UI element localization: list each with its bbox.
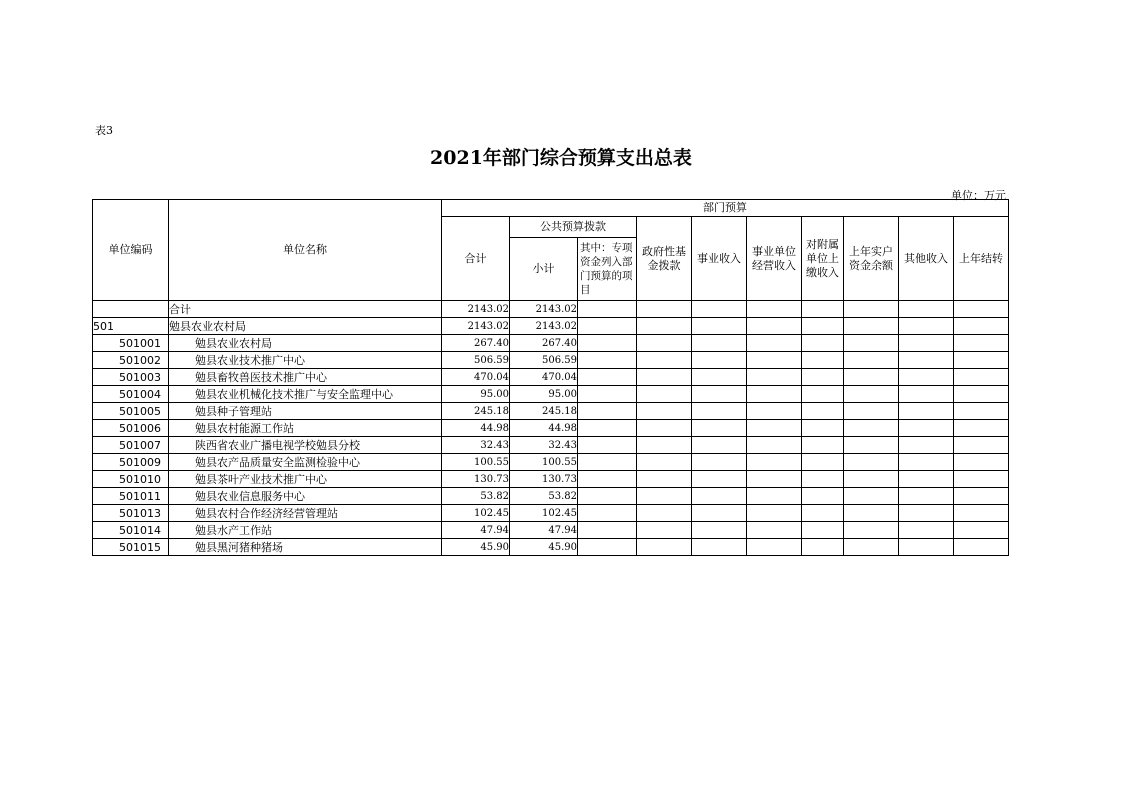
cell-other-income — [899, 386, 954, 403]
cell-name: 勉县农业信息服务中心 — [169, 488, 442, 505]
cell-affiliated-income — [802, 352, 844, 369]
cell-operating-income — [747, 318, 802, 335]
cell-prev-balance — [844, 301, 899, 318]
cell-total: 45.90 — [442, 539, 510, 556]
table-row — [93, 318, 1009, 335]
cell-carryover — [954, 335, 1009, 352]
cell-prev-balance — [844, 471, 899, 488]
cell-operating-income — [747, 369, 802, 386]
cell-carryover — [954, 437, 1009, 454]
cell-subtotal: 506.59 — [510, 352, 578, 369]
cell-other-income — [899, 471, 954, 488]
cell-career-income — [692, 437, 747, 454]
cell-special — [578, 403, 637, 420]
cell-prev-balance — [844, 505, 899, 522]
cell-subtotal: 2143.02 — [510, 318, 578, 335]
cell-name: 勉县农业机械化技术推广与安全监理中心 — [169, 386, 442, 403]
cell-gov-fund — [637, 318, 692, 335]
cell-other-income — [899, 369, 954, 386]
cell-operating-income — [747, 539, 802, 556]
cell-total: 2143.02 — [442, 318, 510, 335]
table-row — [93, 301, 1009, 318]
cell-gov-fund — [637, 352, 692, 369]
cell-special — [578, 505, 637, 522]
cell-subtotal: 130.73 — [510, 471, 578, 488]
cell-gov-fund — [637, 488, 692, 505]
header-special: 其中：专项资金列入部门预算的项目 — [578, 238, 637, 301]
cell-code: 501014 — [93, 522, 169, 539]
cell-total: 245.18 — [442, 403, 510, 420]
cell-career-income — [692, 539, 747, 556]
cell-career-income — [692, 471, 747, 488]
cell-affiliated-income — [802, 335, 844, 352]
header-career-income: 事业收入 — [692, 217, 747, 301]
cell-operating-income — [747, 522, 802, 539]
cell-operating-income — [747, 403, 802, 420]
cell-affiliated-income — [802, 403, 844, 420]
cell-prev-balance — [844, 352, 899, 369]
header-public-budget: 公共预算拨款 — [510, 217, 637, 238]
table-row — [93, 539, 1009, 556]
cell-code: 501009 — [93, 454, 169, 471]
header-other-income: 其他收入 — [899, 217, 954, 301]
table-row — [93, 522, 1009, 539]
cell-affiliated-income — [802, 369, 844, 386]
cell-career-income — [692, 420, 747, 437]
cell-affiliated-income — [802, 301, 844, 318]
cell-code: 501003 — [93, 369, 169, 386]
header-dept-budget: 部门预算 — [442, 200, 1009, 217]
cell-other-income — [899, 454, 954, 471]
cell-operating-income — [747, 437, 802, 454]
cell-subtotal: 47.94 — [510, 522, 578, 539]
cell-prev-balance — [844, 335, 899, 352]
cell-prev-balance — [844, 539, 899, 556]
cell-total: 130.73 — [442, 471, 510, 488]
cell-total: 2143.02 — [442, 301, 510, 318]
cell-operating-income — [747, 386, 802, 403]
cell-subtotal: 32.43 — [510, 437, 578, 454]
cell-affiliated-income — [802, 318, 844, 335]
cell-carryover — [954, 301, 1009, 318]
cell-total: 102.45 — [442, 505, 510, 522]
cell-carryover — [954, 471, 1009, 488]
table-row — [93, 437, 1009, 454]
cell-gov-fund — [637, 437, 692, 454]
table-row — [93, 488, 1009, 505]
cell-special — [578, 488, 637, 505]
cell-special — [578, 454, 637, 471]
cell-other-income — [899, 539, 954, 556]
cell-other-income — [899, 301, 954, 318]
cell-affiliated-income — [802, 437, 844, 454]
cell-prev-balance — [844, 386, 899, 403]
cell-special — [578, 539, 637, 556]
cell-carryover — [954, 539, 1009, 556]
cell-subtotal: 100.55 — [510, 454, 578, 471]
header-gov-fund: 政府性基金拨款 — [637, 217, 692, 301]
cell-total: 47.94 — [442, 522, 510, 539]
cell-special — [578, 318, 637, 335]
cell-carryover — [954, 386, 1009, 403]
cell-name: 勉县农产品质量安全监测检验中心 — [169, 454, 442, 471]
cell-prev-balance — [844, 454, 899, 471]
table-row — [93, 403, 1009, 420]
cell-name: 勉县畜牧兽医技术推广中心 — [169, 369, 442, 386]
cell-special — [578, 522, 637, 539]
cell-affiliated-income — [802, 522, 844, 539]
cell-career-income — [692, 335, 747, 352]
cell-code: 501011 — [93, 488, 169, 505]
table-row — [93, 369, 1009, 386]
cell-code: 501001 — [93, 335, 169, 352]
cell-carryover — [954, 420, 1009, 437]
cell-name: 勉县农业技术推广中心 — [169, 352, 442, 369]
cell-affiliated-income — [802, 386, 844, 403]
cell-career-income — [692, 369, 747, 386]
cell-prev-balance — [844, 403, 899, 420]
cell-code: 501015 — [93, 539, 169, 556]
cell-gov-fund — [637, 454, 692, 471]
cell-career-income — [692, 505, 747, 522]
cell-code: 501013 — [93, 505, 169, 522]
cell-career-income — [692, 403, 747, 420]
cell-subtotal: 245.18 — [510, 403, 578, 420]
table-number: 表3 — [95, 124, 113, 137]
cell-name: 陕西省农业广播电视学校勉县分校 — [169, 437, 442, 454]
cell-subtotal: 102.45 — [510, 505, 578, 522]
cell-other-income — [899, 352, 954, 369]
cell-operating-income — [747, 454, 802, 471]
cell-code: 501005 — [93, 403, 169, 420]
cell-code: 501004 — [93, 386, 169, 403]
table-row — [93, 454, 1009, 471]
header-affiliated-income: 对附属单位上缴收入 — [802, 217, 844, 301]
cell-name: 勉县水产工作站 — [169, 522, 442, 539]
cell-name: 勉县农村合作经济经营管理站 — [169, 505, 442, 522]
cell-operating-income — [747, 301, 802, 318]
cell-total: 267.40 — [442, 335, 510, 352]
cell-subtotal: 470.04 — [510, 369, 578, 386]
cell-operating-income — [747, 335, 802, 352]
cell-total: 32.43 — [442, 437, 510, 454]
cell-affiliated-income — [802, 505, 844, 522]
cell-career-income — [692, 488, 747, 505]
cell-gov-fund — [637, 522, 692, 539]
cell-subtotal: 95.00 — [510, 386, 578, 403]
cell-special — [578, 471, 637, 488]
cell-special — [578, 369, 637, 386]
cell-carryover — [954, 403, 1009, 420]
cell-total: 95.00 — [442, 386, 510, 403]
cell-affiliated-income — [802, 454, 844, 471]
cell-other-income — [899, 437, 954, 454]
cell-prev-balance — [844, 420, 899, 437]
cell-other-income — [899, 403, 954, 420]
header-operating-income: 事业单位经营收入 — [747, 217, 802, 301]
cell-gov-fund — [637, 386, 692, 403]
cell-prev-balance — [844, 369, 899, 386]
cell-total: 44.98 — [442, 420, 510, 437]
cell-career-income — [692, 352, 747, 369]
cell-affiliated-income — [802, 420, 844, 437]
cell-other-income — [899, 420, 954, 437]
cell-special — [578, 301, 637, 318]
cell-special — [578, 386, 637, 403]
cell-total: 470.04 — [442, 369, 510, 386]
cell-subtotal: 2143.02 — [510, 301, 578, 318]
cell-career-income — [692, 454, 747, 471]
cell-subtotal: 267.40 — [510, 335, 578, 352]
cell-subtotal: 53.82 — [510, 488, 578, 505]
cell-prev-balance — [844, 488, 899, 505]
table-row — [93, 505, 1009, 522]
cell-code: 501002 — [93, 352, 169, 369]
cell-carryover — [954, 522, 1009, 539]
cell-special — [578, 335, 637, 352]
cell-special — [578, 352, 637, 369]
cell-gov-fund — [637, 335, 692, 352]
cell-operating-income — [747, 488, 802, 505]
cell-career-income — [692, 386, 747, 403]
cell-name: 勉县农村能源工作站 — [169, 420, 442, 437]
table-row — [93, 420, 1009, 437]
table-row — [93, 335, 1009, 352]
cell-name: 勉县农业农村局 — [169, 318, 442, 335]
cell-gov-fund — [637, 369, 692, 386]
cell-other-income — [899, 488, 954, 505]
cell-code — [93, 301, 169, 318]
cell-name: 勉县农业农村局 — [169, 335, 442, 352]
cell-gov-fund — [637, 403, 692, 420]
cell-affiliated-income — [802, 539, 844, 556]
header-prev-balance: 上年实户资金余额 — [844, 217, 899, 301]
cell-gov-fund — [637, 505, 692, 522]
cell-name: 勉县茶叶产业技术推广中心 — [169, 471, 442, 488]
cell-name: 合计 — [169, 301, 442, 318]
cell-special — [578, 420, 637, 437]
header-code: 单位编码 — [93, 200, 169, 301]
cell-career-income — [692, 522, 747, 539]
cell-gov-fund — [637, 471, 692, 488]
cell-prev-balance — [844, 522, 899, 539]
table-row — [93, 352, 1009, 369]
header-total: 合计 — [442, 217, 510, 301]
cell-other-income — [899, 505, 954, 522]
cell-carryover — [954, 318, 1009, 335]
cell-career-income — [692, 301, 747, 318]
cell-prev-balance — [844, 437, 899, 454]
cell-carryover — [954, 352, 1009, 369]
cell-prev-balance — [844, 318, 899, 335]
cell-carryover — [954, 505, 1009, 522]
cell-code: 501006 — [93, 420, 169, 437]
table-row — [93, 386, 1009, 403]
cell-special — [578, 437, 637, 454]
cell-operating-income — [747, 471, 802, 488]
cell-carryover — [954, 369, 1009, 386]
cell-other-income — [899, 522, 954, 539]
unit-label: 单位：万元 — [951, 189, 1006, 202]
cell-subtotal: 45.90 — [510, 539, 578, 556]
cell-operating-income — [747, 420, 802, 437]
cell-subtotal: 44.98 — [510, 420, 578, 437]
cell-total: 506.59 — [442, 352, 510, 369]
page-title: 2021年部门综合预算支出总表 — [430, 147, 692, 169]
budget-table — [92, 199, 1009, 556]
cell-gov-fund — [637, 301, 692, 318]
cell-total: 53.82 — [442, 488, 510, 505]
cell-other-income — [899, 318, 954, 335]
cell-total: 100.55 — [442, 454, 510, 471]
cell-carryover — [954, 488, 1009, 505]
cell-gov-fund — [637, 539, 692, 556]
cell-affiliated-income — [802, 471, 844, 488]
cell-gov-fund — [637, 420, 692, 437]
cell-name: 勉县黑河猪种猪场 — [169, 539, 442, 556]
cell-affiliated-income — [802, 488, 844, 505]
cell-code: 501010 — [93, 471, 169, 488]
cell-code: 501007 — [93, 437, 169, 454]
cell-career-income — [692, 318, 747, 335]
cell-other-income — [899, 335, 954, 352]
cell-operating-income — [747, 505, 802, 522]
header-subtotal: 小计 — [510, 238, 578, 301]
header-name: 单位名称 — [169, 200, 442, 301]
table-row — [93, 471, 1009, 488]
cell-code: 501 — [93, 318, 169, 335]
header-carryover: 上年结转 — [954, 217, 1009, 301]
cell-name: 勉县种子管理站 — [169, 403, 442, 420]
cell-carryover — [954, 454, 1009, 471]
cell-operating-income — [747, 352, 802, 369]
